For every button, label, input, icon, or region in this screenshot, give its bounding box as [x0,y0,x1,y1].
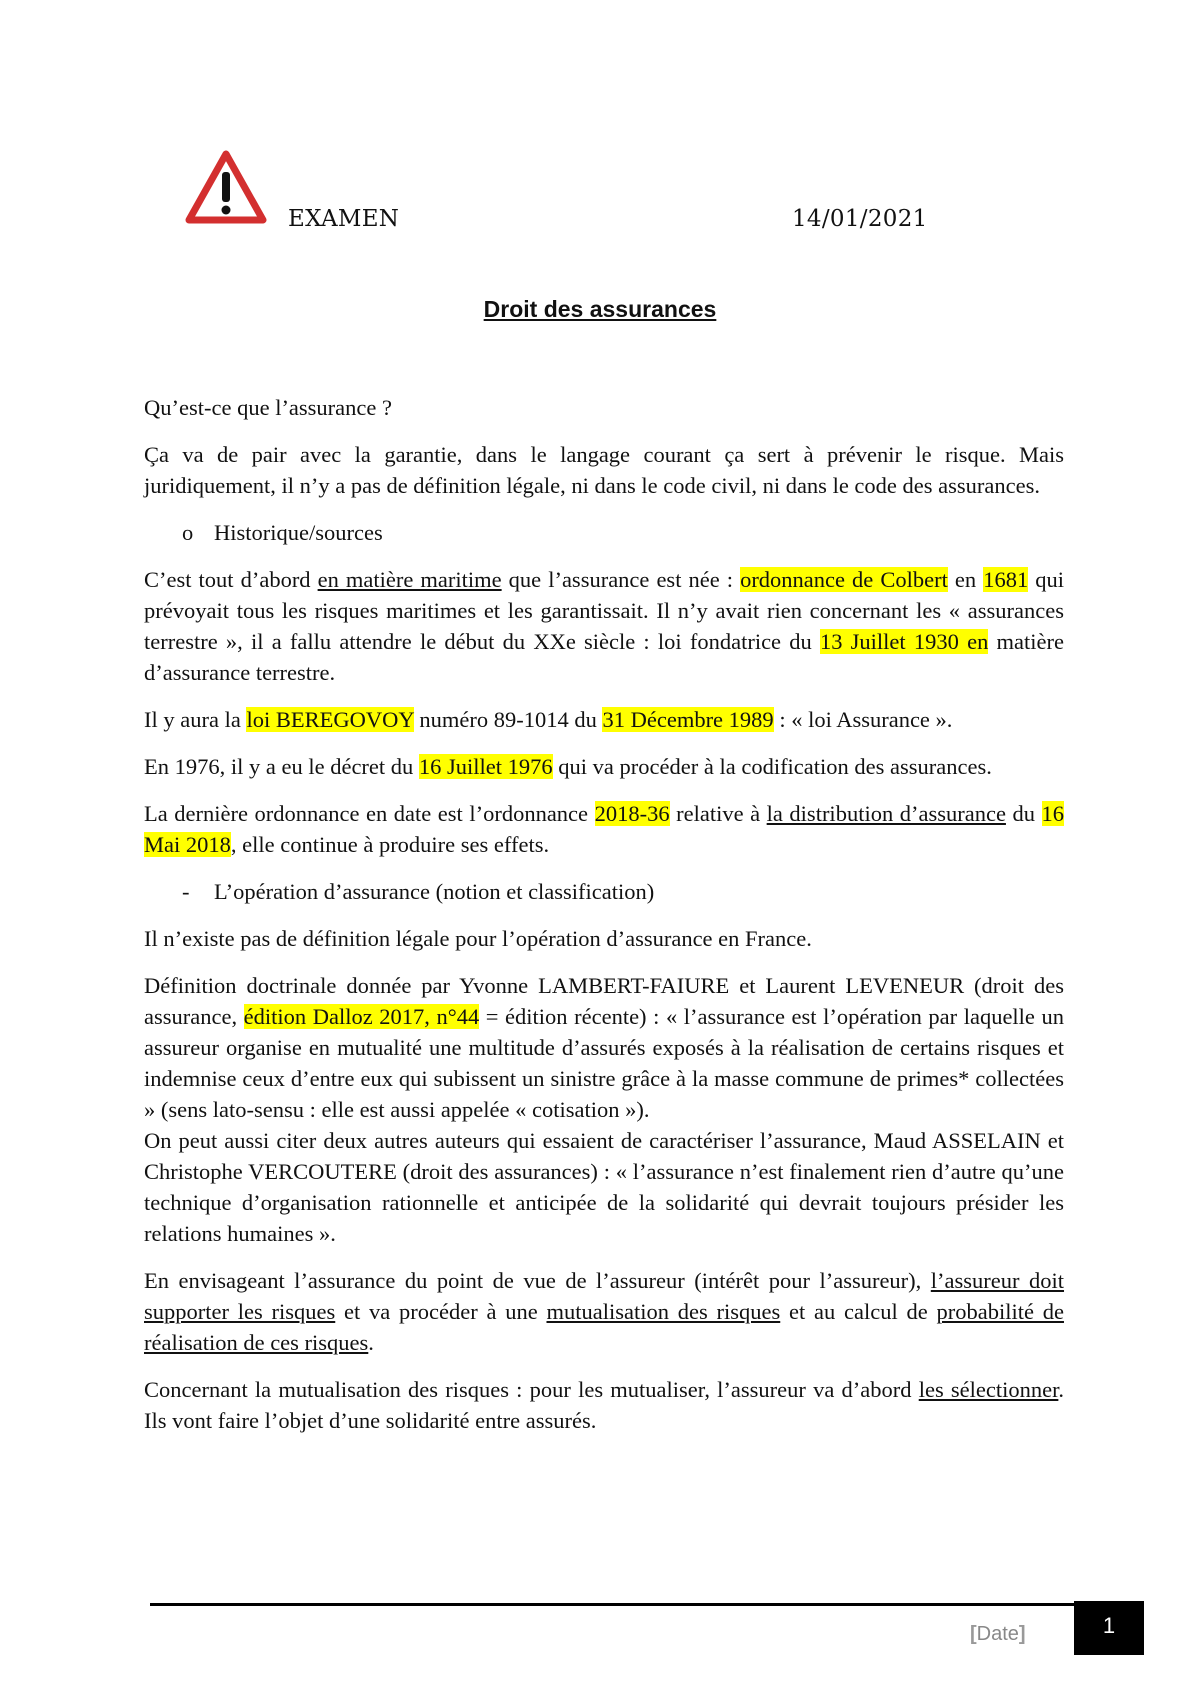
bullet-marker: - [182,879,190,904]
paragraph-beregovoy: Il y aura la loi BEREGOVOY numéro 89-1014 du 31 Décembre 1989 : « loi Assurance ». [144,707,953,732]
page-title: Droit des assurances [483,296,717,322]
highlight-1930: 13 Juillet 1930 en [819,629,989,654]
underline-maritime: en matière maritime [317,567,502,592]
paragraph-2018: La dernière ordonnance en date est l’ordonnance 2018-36 relative à la distribution d’assurance du 16 Mai 2018, elle continue à produire ses effets. [144,801,1065,857]
paragraph-assureur: En envisageant l’assurance du point de vue de l’assureur (intérêt pour l’assureur), l’assureur doit supporter les risques et va procéder à une mutualisation des risques et au calcul de probabilité de réalisation de ces risques. [144,1268,1065,1355]
paragraph-definition: Ça va de pair avec la garantie, dans le langage courant ça sert à prévenir le risque. Mais juridiquement, il n’y a pas de définition légale, ni dans le code civil, ni dans le code des assurances. [144,442,1064,498]
page-number: 1 [1074,1601,1144,1655]
bullet-historique [144,517,1064,548]
paragraph-no-definition: Il n’existe pas de définition légale pour l’opération d’assurance en France. [144,926,812,951]
warning-triangle-icon [185,148,267,230]
highlight-1976: 16 Juillet 1976 [418,754,553,779]
underline-supporter: l’assureur doit supporter les risques [144,1268,1065,1324]
exam-date: 14/01/2021 [792,206,928,232]
document-body [144,392,1064,1452]
highlight-2018-36: 2018-36 [594,801,670,826]
bullet-text: L’opération d’assurance (notion et classification) [214,879,655,904]
bullet-operation [144,876,1064,907]
underline-probabilite: probabilité de réalisation de ces risques [144,1299,1064,1355]
highlight-1989: 31 Décembre 1989 [602,707,774,732]
paragraph-mutualisation: Concernant la mutualisation des risques : pour les mutualiser, l’assureur va d’abord les sélectionner. Ils vont faire l’objet d’une solidarité entre assurés. [144,1377,1064,1433]
question-paragraph: Qu’est-ce que l’assurance ? [144,395,392,420]
footer-rule [150,1603,1144,1606]
underline-selectionner: les sélectionner [918,1377,1059,1402]
underline-distribution: la distribution d’assurance [766,801,1006,826]
highlight-dalloz: édition Dalloz 2017, n°44 [243,1004,480,1029]
bullet-text: Historique/sources [214,520,383,545]
exam-label: EXAMEN [288,206,400,232]
highlight-2018-date: 16 Mai 2018 [144,801,1065,857]
bullet-marker: o [182,520,194,545]
paragraph-maritime: C’est tout d’abord en matière maritime que l’assurance est née : ordonnance de Colbert en 1681 qui prévoyait tous les risques maritimes et les garantissait. Il n’y avait rien concernant les « assurances terrestre », il a fallu attendre le début du XXe siècle : loi fondatrice du 13 Juillet 1930 en matière d’assurance terrestre. [144,567,1064,685]
paragraph-asselain: On peut aussi citer deux autres auteurs qui essaient de caractériser l’assurance, Maud ASSELAIN et Christophe VERCOUTERE (droit des assurances) : « l’assurance n’est finalement rien d’autre qu’une technique d’organisation rationnelle et anticipée de la solidarité qui devrait toujours présider les relations humaines ». [144,1128,1064,1246]
highlight-beregovoy: loi BEREGOVOY [246,707,414,732]
underline-mutualisation: mutualisation des risques [546,1299,781,1324]
footer-date: [Date] [970,1623,1026,1645]
paragraph-doctrinale: Définition doctrinale donnée par Yvonne LAMBERT-FAIURE et Laurent LEVENEUR (droit des assurance, édition Dalloz 2017, n°44 = édition récente) : « l’assurance est l’opération par laquelle un assureur organise en mutualité une multitude d’assurés exposés à la réalisation de certains risques et indemnise ceux d’entre eux qui subissent un sinistre grâce à la masse commune de primes* collectées » (sens lato-sensu : elle est aussi appelée « cotisation »). [144,973,1064,1122]
highlight-colbert: ordonnance de Colbert [740,567,948,592]
paragraph-1976: En 1976, il y a eu le décret du 16 Juillet 1976 qui va procéder à la codification des assurances. [144,754,992,779]
highlight-1681: 1681 [983,567,1029,592]
